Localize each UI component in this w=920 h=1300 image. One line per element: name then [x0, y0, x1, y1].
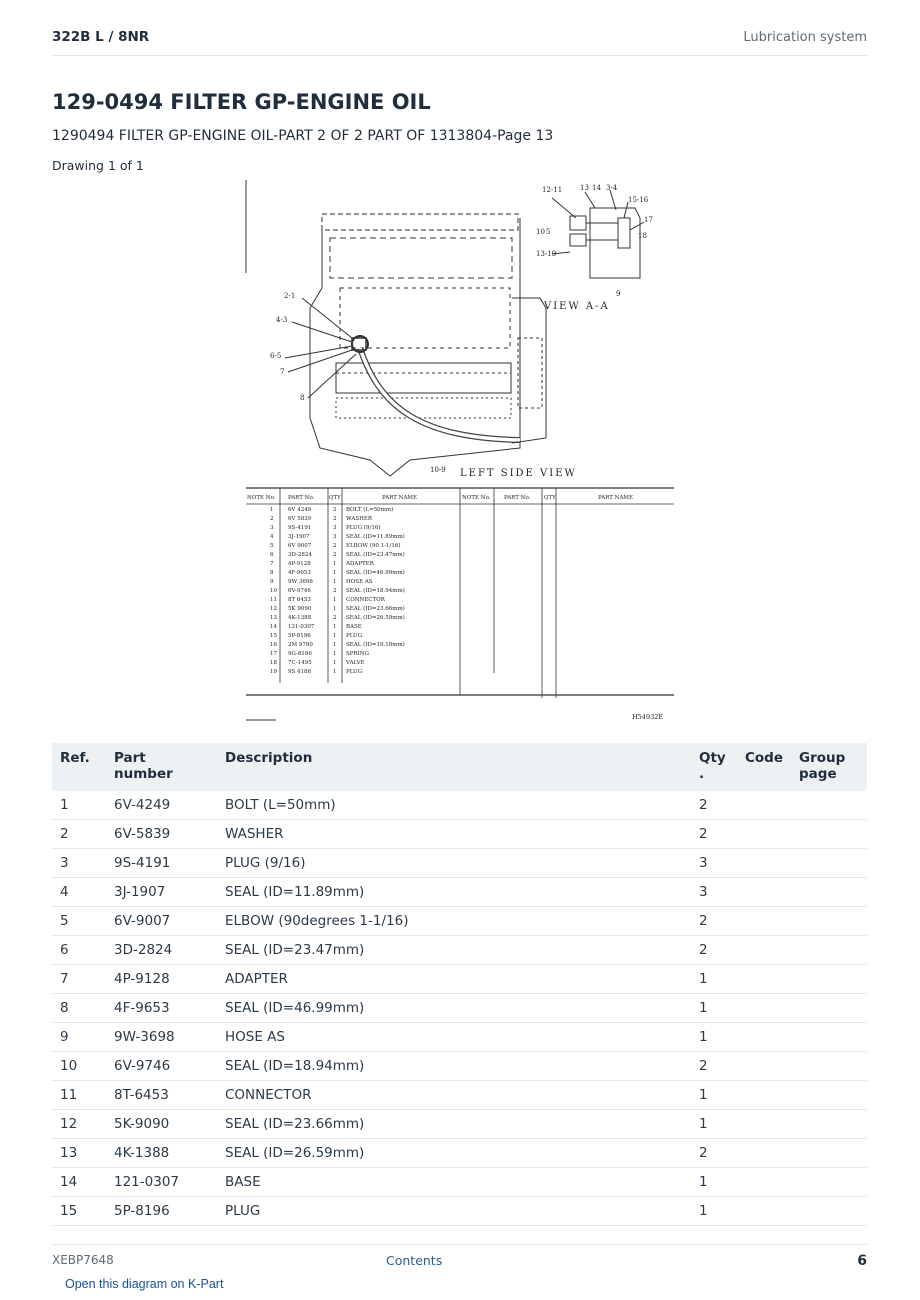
legend-qty: 2 [333, 588, 337, 594]
legend-header-part-2: PART No. [504, 495, 531, 501]
qty-cell: 2 [691, 907, 737, 936]
ref-cell: 2 [52, 820, 106, 849]
ref-cell: 3 [52, 849, 106, 878]
legend-note: 4 [270, 534, 274, 540]
description-cell: SEAL (ID=26.59mm) [217, 1139, 691, 1168]
legend-qty: 1 [333, 606, 337, 612]
legend-part-no: 9G-8186 [288, 651, 312, 657]
legend-part-name: SEAL (ID=46.99mm) [346, 570, 405, 576]
col-ref: Ref. [52, 743, 106, 791]
col-description: Description [217, 743, 691, 791]
ref-cell: 14 [52, 1168, 106, 1197]
group-page-cell [791, 936, 867, 965]
ref-cell: 10 [52, 1052, 106, 1081]
legend-qty: 1 [333, 651, 337, 657]
description-cell: PLUG (9/16) [217, 849, 691, 878]
legend-part-no: 6V 4249 [288, 507, 312, 513]
callout-13-19: 13-19 [536, 250, 557, 258]
document-id: XEBP7648 [52, 1253, 114, 1267]
contents-link[interactable]: Contents [386, 1253, 443, 1268]
callout-15-16: 15-16 [628, 196, 649, 204]
table-row [52, 849, 867, 878]
table-row [52, 1197, 867, 1226]
code-cell [737, 1110, 791, 1139]
group-page-cell [791, 994, 867, 1023]
group-page-cell [791, 791, 867, 820]
description-cell: SEAL (ID=23.47mm) [217, 936, 691, 965]
legend-note: 12 [270, 606, 277, 612]
callout-18: 18 [638, 232, 647, 240]
ref-cell: 1 [52, 791, 106, 820]
header-divider [52, 55, 867, 56]
group-page-cell [791, 878, 867, 907]
legend-header-note-2: NOTE No. [462, 495, 491, 501]
ref-cell: 8 [52, 994, 106, 1023]
group-page-cell [791, 965, 867, 994]
part-number-cell: 6V-4249 [106, 791, 217, 820]
legend-note: 11 [270, 597, 277, 603]
legend-note: 10 [270, 588, 277, 594]
part-number-cell: 9W-3698 [106, 1023, 217, 1052]
legend-qty: 2 [333, 552, 337, 558]
group-page-cell [791, 1168, 867, 1197]
ref-cell: 7 [52, 965, 106, 994]
part-number-cell: 4K-1388 [106, 1139, 217, 1168]
legend-part-name: WASHER [346, 516, 373, 522]
callout-6-5: 6-5 [270, 352, 282, 360]
open-diagram-link[interactable]: Open this diagram on K-Part [65, 1277, 224, 1291]
table-row [52, 965, 867, 994]
legend-part-name: SEAL (ID=19.18mm) [346, 642, 405, 648]
legend-part-name: PLUG (9/16) [346, 525, 381, 531]
group-page-cell [791, 1023, 867, 1052]
code-cell [737, 994, 791, 1023]
legend-part-no: 4K-1388 [288, 615, 312, 621]
code-cell [737, 1081, 791, 1110]
legend-note: 19 [270, 669, 277, 675]
part-number-cell: 8T-6453 [106, 1081, 217, 1110]
group-page-cell [791, 1110, 867, 1139]
left-side-view-label: LEFT SIDE VIEW [460, 468, 577, 479]
legend-part-name: SEAL (ID=26.59mm) [346, 615, 405, 621]
group-page-cell [791, 1081, 867, 1110]
legend-note: 14 [270, 624, 277, 630]
legend-note: 15 [270, 633, 277, 639]
legend-part-no: 6V 9007 [288, 543, 312, 549]
legend-qty: 3 [333, 525, 337, 531]
description-cell: HOSE AS [217, 1023, 691, 1052]
legend-qty: 2 [333, 615, 337, 621]
legend-part-name: CONNECTOR [346, 597, 385, 603]
legend-part-no: 9S-4191 [288, 525, 312, 531]
legend-qty: 1 [333, 579, 337, 585]
callout-10-9: 10-9 [430, 466, 446, 474]
code-cell [737, 965, 791, 994]
legend-qty: 1 [333, 669, 337, 675]
legend-part-name: SEAL (ID=23.66mm) [346, 606, 405, 612]
page-subtitle: 1290494 FILTER GP-ENGINE OIL-PART 2 OF 2 PART OF 1313804-Page 13 [52, 128, 554, 144]
legend-note: 8 [270, 570, 274, 576]
legend-qty: 1 [333, 633, 337, 639]
legend-note: 16 [270, 642, 277, 648]
diagram-svg [240, 178, 680, 728]
col-code: Code [737, 743, 791, 791]
table-row [52, 1110, 867, 1139]
legend-header-part: PART No. [288, 495, 315, 501]
code-cell [737, 849, 791, 878]
section-label: Lubrication system [743, 30, 867, 45]
col-qty: Qty . [691, 743, 737, 791]
qty-cell: 2 [691, 1139, 737, 1168]
legend-part-name: VALVE [346, 660, 365, 666]
table-row [52, 1168, 867, 1197]
code-cell [737, 1023, 791, 1052]
legend-header-qty: QTY [329, 495, 341, 501]
ref-cell: 11 [52, 1081, 106, 1110]
legend-header-qty-2: QTY [544, 495, 556, 501]
qty-cell: 3 [691, 849, 737, 878]
qty-cell: 2 [691, 791, 737, 820]
table-row [52, 907, 867, 936]
legend-part-name: SEAL (ID=18.94mm) [346, 588, 405, 594]
table-row [52, 1139, 867, 1168]
description-cell: SEAL (ID=18.94mm) [217, 1052, 691, 1081]
description-cell: ADAPTER [217, 965, 691, 994]
qty-cell: 2 [691, 820, 737, 849]
legend-qty: 1 [333, 570, 337, 576]
col-group-page: Group page [791, 743, 867, 791]
legend-qty: 1 [333, 642, 337, 648]
code-cell [737, 1168, 791, 1197]
legend-note: 17 [270, 651, 277, 657]
callout-2-1: 2-1 [284, 292, 296, 300]
description-cell: SEAL (ID=23.66mm) [217, 1110, 691, 1139]
legend-header-note: NOTE No. [247, 495, 276, 501]
code-cell [737, 1052, 791, 1081]
legend-part-no: 5P-8196 [288, 633, 311, 639]
legend-qty: 3 [333, 534, 337, 540]
code-cell [737, 791, 791, 820]
legend-part-name: SEAL (ID=23.47mm) [346, 552, 405, 558]
qty-cell: 1 [691, 1023, 737, 1052]
footer-divider [52, 1244, 867, 1245]
callout-12-11: 12-11 [542, 186, 563, 194]
part-number-cell: 4P-9128 [106, 965, 217, 994]
legend-part-name: ADAPTER [346, 561, 374, 567]
group-page-cell [791, 1197, 867, 1226]
callout-13: 13 [580, 184, 589, 192]
legend-qty: 1 [333, 660, 337, 666]
callout-4-3: 4-3 [276, 316, 288, 324]
qty-cell: 3 [691, 878, 737, 907]
legend-part-no: 4P-9128 [288, 561, 311, 567]
legend-part-name: SPRING [346, 651, 369, 657]
legend-note: 1 [270, 507, 274, 513]
qty-cell: 1 [691, 965, 737, 994]
legend-qty: 1 [333, 597, 337, 603]
legend-header-name-2: PART NAME [598, 495, 634, 501]
qty-cell: 1 [691, 1081, 737, 1110]
code-cell [737, 878, 791, 907]
ref-cell: 6 [52, 936, 106, 965]
table-row [52, 878, 867, 907]
part-number-cell: 5P-8196 [106, 1197, 217, 1226]
callout-5: 5 [546, 228, 551, 236]
part-number-cell: 6V-9007 [106, 907, 217, 936]
table-row [52, 1052, 867, 1081]
code-cell [737, 936, 791, 965]
legend-qty: 1 [333, 624, 337, 630]
legend-note: 3 [270, 525, 274, 531]
parts-table-header [52, 743, 867, 791]
ref-cell: 12 [52, 1110, 106, 1139]
legend-note: 2 [270, 516, 274, 522]
qty-cell: 1 [691, 994, 737, 1023]
legend-part-no: 3J-1907 [288, 534, 310, 540]
legend-part-no: 6V 5839 [288, 516, 312, 522]
description-cell: PLUG [217, 1197, 691, 1226]
legend-part-name: HOSE AS [346, 579, 373, 585]
legend-part-no: 2M 9780 [288, 642, 313, 648]
legend-part-name: ELBOW (90 1-1/16) [346, 543, 401, 549]
page-title: 129-0494 FILTER GP-ENGINE OIL [52, 90, 431, 114]
part-number-cell: 6V-5839 [106, 820, 217, 849]
code-cell [737, 1197, 791, 1226]
table-row [52, 1081, 867, 1110]
group-page-cell [791, 820, 867, 849]
callout-10: 10 [536, 228, 545, 236]
table-row [52, 1023, 867, 1052]
page-number: 6 [857, 1253, 867, 1269]
col-part-number: Part number [106, 743, 217, 791]
legend-qty: 2 [333, 516, 337, 522]
table-row [52, 820, 867, 849]
drawing-count-label: Drawing 1 of 1 [52, 158, 144, 173]
legend-note: 18 [270, 660, 277, 666]
legend-note: 5 [270, 543, 274, 549]
part-number-cell: 5K-9090 [106, 1110, 217, 1139]
part-number-cell: 3D-2824 [106, 936, 217, 965]
description-cell: BOLT (L=50mm) [217, 791, 691, 820]
ref-cell: 9 [52, 1023, 106, 1052]
legend-part-name: BASE [346, 624, 362, 630]
callout-3-4: 3-4 [606, 184, 618, 192]
model-label: 322B L / 8NR [52, 29, 150, 45]
legend-part-no: 4F-9653 [288, 570, 311, 576]
callout-17: 17 [644, 216, 653, 224]
description-cell: SEAL (ID=11.89mm) [217, 878, 691, 907]
legend-note: 13 [270, 615, 277, 621]
part-number-cell: 6V-9746 [106, 1052, 217, 1081]
part-number-cell: 4F-9653 [106, 994, 217, 1023]
ref-cell: 15 [52, 1197, 106, 1226]
group-page-cell [791, 907, 867, 936]
legend-part-no: 8T 6453 [288, 597, 311, 603]
description-cell: CONNECTOR [217, 1081, 691, 1110]
legend-header-name: PART NAME [382, 495, 418, 501]
description-cell: BASE [217, 1168, 691, 1197]
qty-cell: 1 [691, 1168, 737, 1197]
table-row [52, 791, 867, 820]
legend-part-no: 6V-9746 [288, 588, 311, 594]
ref-cell: 5 [52, 907, 106, 936]
qty-cell: 1 [691, 1110, 737, 1139]
legend-qty: 1 [333, 561, 337, 567]
legend-part-name: PLUG [346, 669, 363, 675]
ref-cell: 4 [52, 878, 106, 907]
ref-cell: 13 [52, 1139, 106, 1168]
legend-note: 9 [270, 579, 274, 585]
part-number-cell: 3J-1907 [106, 878, 217, 907]
legend-qty: 2 [333, 507, 337, 513]
legend-part-no: 3D-2824 [288, 552, 312, 558]
group-page-cell [791, 1052, 867, 1081]
code-cell [737, 820, 791, 849]
callout-7: 7 [280, 368, 285, 376]
callout-8: 8 [300, 394, 305, 402]
legend-part-name: BOLT (L=50mm) [346, 507, 394, 513]
legend-part-no: 5K 9090 [288, 606, 312, 612]
legend-part-no: 9W 3698 [288, 579, 313, 585]
parts-table [52, 743, 867, 1226]
group-page-cell [791, 849, 867, 878]
group-page-cell [791, 1139, 867, 1168]
legend-part-name: SEAL (ID=11.89mm) [346, 534, 405, 540]
part-number-cell: 9S-4191 [106, 849, 217, 878]
legend-note: 6 [270, 552, 274, 558]
legend-qty: 2 [333, 543, 337, 549]
code-cell [737, 907, 791, 936]
part-number-cell: 121-0307 [106, 1168, 217, 1197]
table-row [52, 936, 867, 965]
legend-part-no: 121-0307 [288, 624, 315, 630]
legend-part-name: PLUG [346, 633, 363, 639]
parts-diagram[interactable] [240, 178, 680, 728]
callout-9: 9 [616, 290, 621, 298]
qty-cell: 2 [691, 936, 737, 965]
view-a-a-label: VIEW A-A [544, 301, 610, 312]
description-cell: SEAL (ID=46.99mm) [217, 994, 691, 1023]
legend-part-no: 9S 4186 [288, 669, 312, 675]
qty-cell: 2 [691, 1052, 737, 1081]
legend-note: 7 [270, 561, 274, 567]
description-cell: ELBOW (90degrees 1-1/16) [217, 907, 691, 936]
callout-14: 14 [592, 184, 601, 192]
drawing-number: H54932E [632, 713, 664, 721]
legend-part-no: 7C-1495 [288, 660, 312, 666]
code-cell [737, 1139, 791, 1168]
table-row [52, 994, 867, 1023]
qty-cell: 1 [691, 1197, 737, 1226]
description-cell: WASHER [217, 820, 691, 849]
